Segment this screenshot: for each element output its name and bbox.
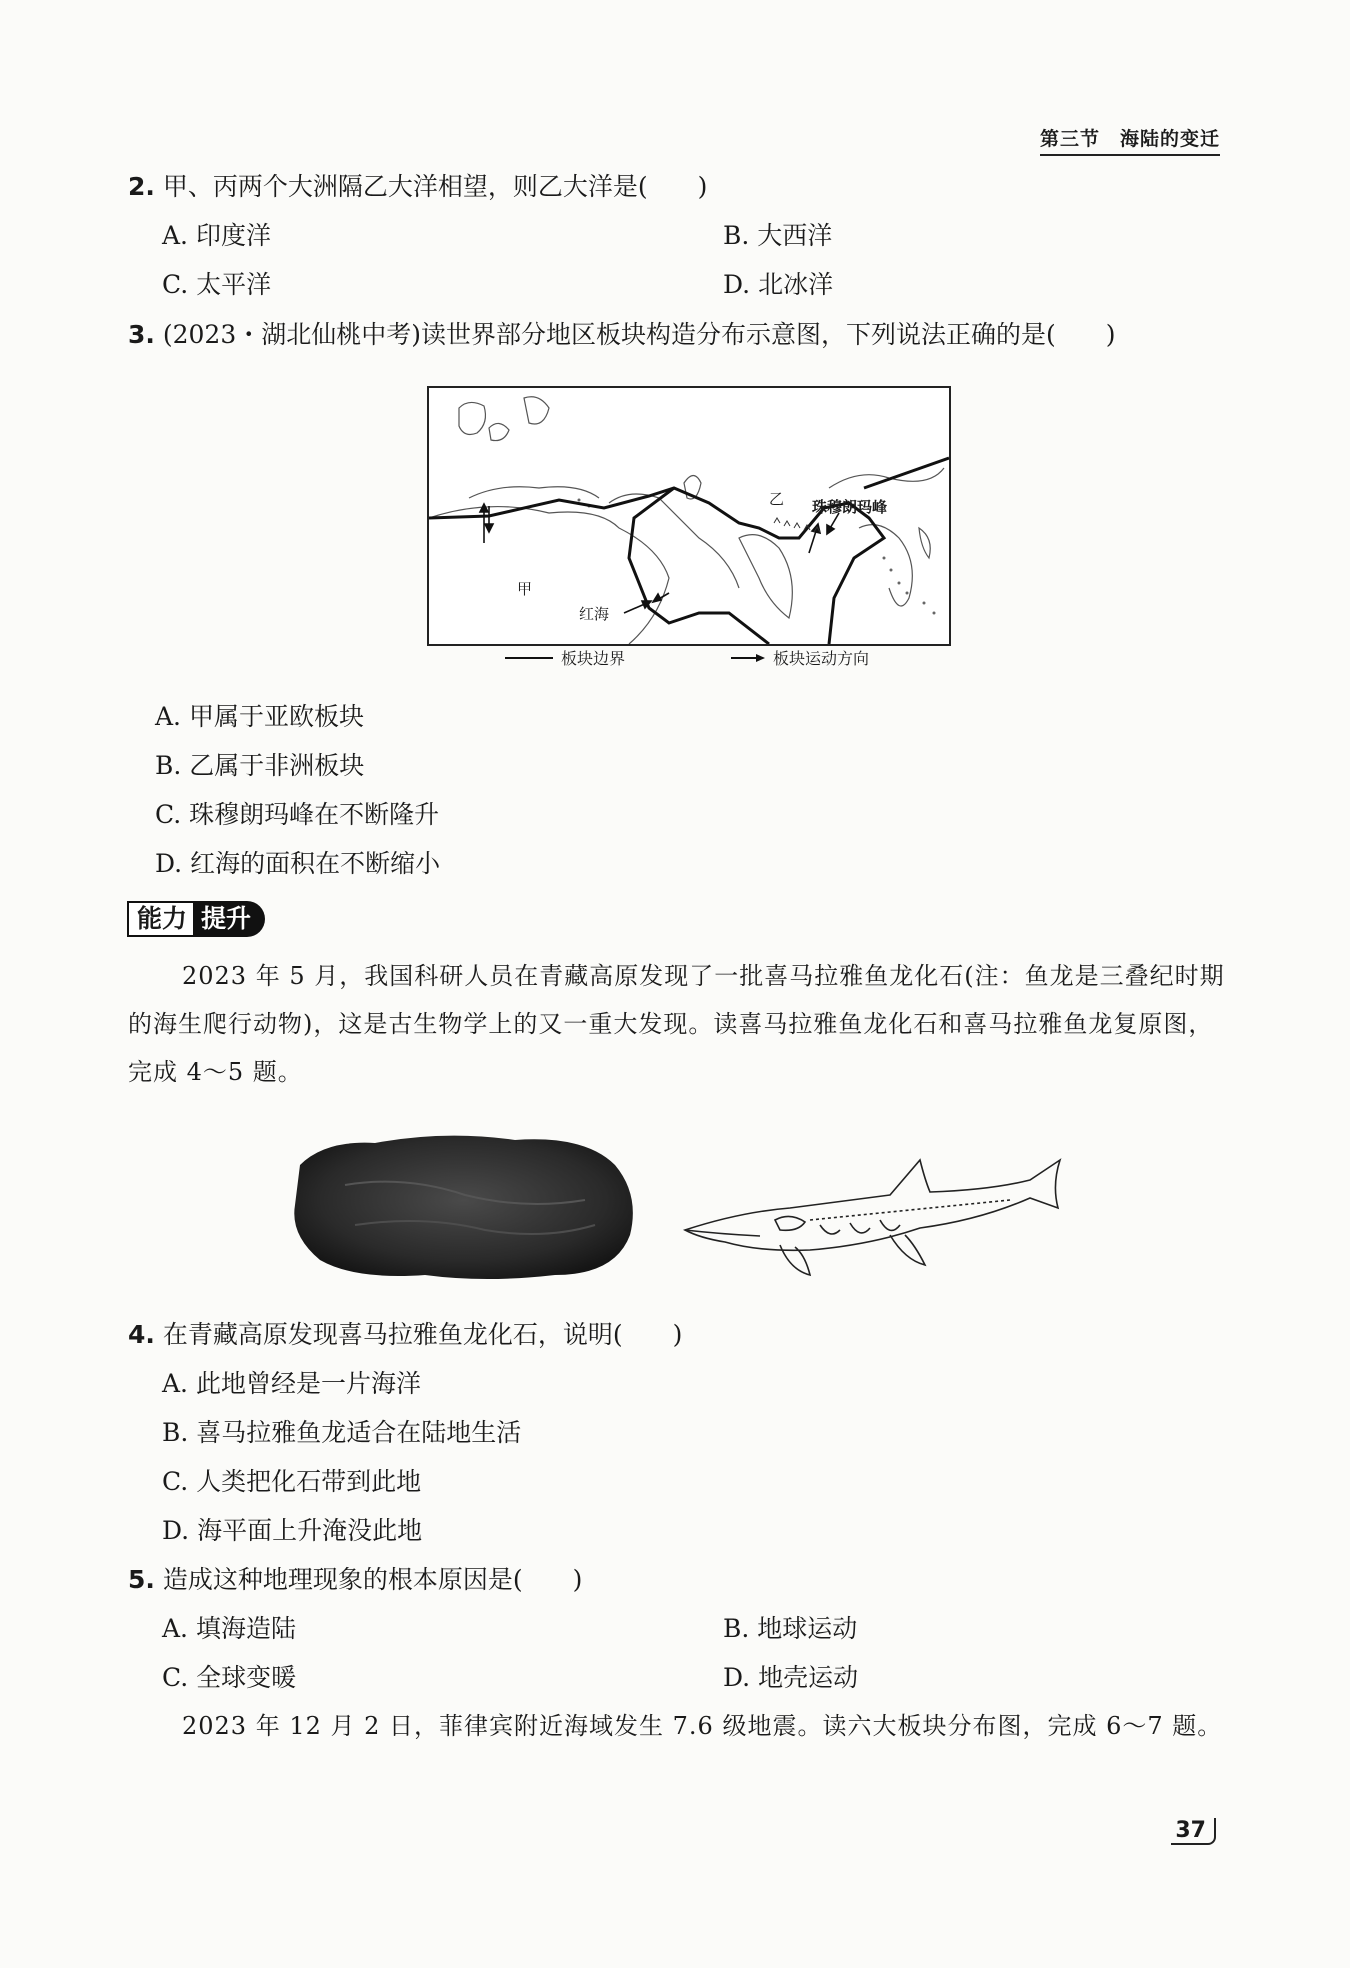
- fossil-photo: [285, 1125, 645, 1289]
- label-jia: 甲: [517, 580, 533, 598]
- question-text: (2023・湖北仙桃中考)读世界部分地区板块构造分布示意图，下列说法正确的是( ): [162, 320, 1116, 349]
- label-red-sea: 红海: [579, 605, 610, 623]
- option-d: D. 红海的面积在不断缩小: [155, 849, 441, 878]
- question-text: 造成这种地理现象的根本原因是( ): [162, 1565, 583, 1594]
- label-yi: 乙: [769, 490, 785, 508]
- question-number: 2.: [128, 172, 155, 201]
- question-text: 在青藏高原发现喜马拉雅鱼龙化石，说明( ): [162, 1320, 683, 1349]
- option-b: B. 大西洋: [723, 221, 833, 250]
- option-c: C. 珠穆朗玛峰在不断隆升: [155, 800, 440, 829]
- plate-map: [427, 386, 951, 646]
- label-everest: 珠穆朗玛峰: [812, 498, 888, 516]
- question-2: [128, 172, 707, 202]
- option-d: D. 北冰洋: [723, 270, 834, 299]
- ichthyosaur-drawing: [680, 1150, 1065, 1284]
- intro-paragraph: 2023 年 5 月，我国科研人员在青藏高原发现了一批喜马拉雅鱼龙化石(注：鱼龙是三叠纪时期的海生爬行动物)，这是古生物学上的又一重大发现。读喜马拉雅鱼龙化石和喜马拉雅鱼龙复原图，完成 4～5 题。: [128, 962, 1225, 1086]
- question-number: 5.: [128, 1565, 155, 1594]
- option-b: B. 地球运动: [723, 1614, 858, 1643]
- legend-boundary: 板块边界: [561, 649, 626, 668]
- ichthyosaur-image: [680, 1150, 1065, 1280]
- fossil-image: [285, 1125, 645, 1285]
- option-b: B. 乙属于非洲板块: [155, 751, 365, 780]
- section-header: 第三节 海陆的变迁: [1040, 124, 1220, 156]
- option-a: A. 甲属于亚欧板块: [155, 702, 364, 731]
- option-d: D. 海平面上升淹没此地: [162, 1516, 423, 1545]
- option-a: A. 填海造陆: [162, 1614, 296, 1643]
- question-5: [128, 1565, 582, 1595]
- question-4: [128, 1320, 682, 1350]
- option-c: C. 人类把化石带到此地: [162, 1467, 422, 1496]
- intro-paragraph-2: 2023 年 12 月 2 日，菲律宾附近海域发生 7.6 级地震。读六大板块分布图，完成 6～7 题。: [182, 1712, 1223, 1740]
- question-number: 3.: [128, 320, 155, 349]
- question-3: [128, 320, 1116, 350]
- option-b: B. 喜马拉雅鱼龙适合在陆地生活: [162, 1418, 522, 1447]
- option-a: A. 此地曾经是一片海洋: [162, 1369, 421, 1398]
- section-badge: [127, 901, 265, 937]
- option-c: C. 全球变暖: [162, 1663, 297, 1692]
- arrow-icon: [731, 653, 765, 663]
- map-legend: [505, 646, 869, 669]
- section-badge-part2: 提升: [193, 901, 265, 937]
- legend-motion: 板块运动方向: [773, 649, 870, 668]
- boundary-line-symbol: [505, 657, 553, 659]
- option-c: C. 太平洋: [162, 270, 272, 299]
- page-number: 37: [1171, 1818, 1216, 1845]
- question-text: 甲、丙两个大洲隔乙大洋相望，则乙大洋是( ): [162, 172, 708, 201]
- option-d: D. 地壳运动: [723, 1663, 859, 1692]
- section-badge-part1: 能力: [127, 901, 193, 937]
- question-number: 4.: [128, 1320, 155, 1349]
- option-a: A. 印度洋: [162, 221, 271, 250]
